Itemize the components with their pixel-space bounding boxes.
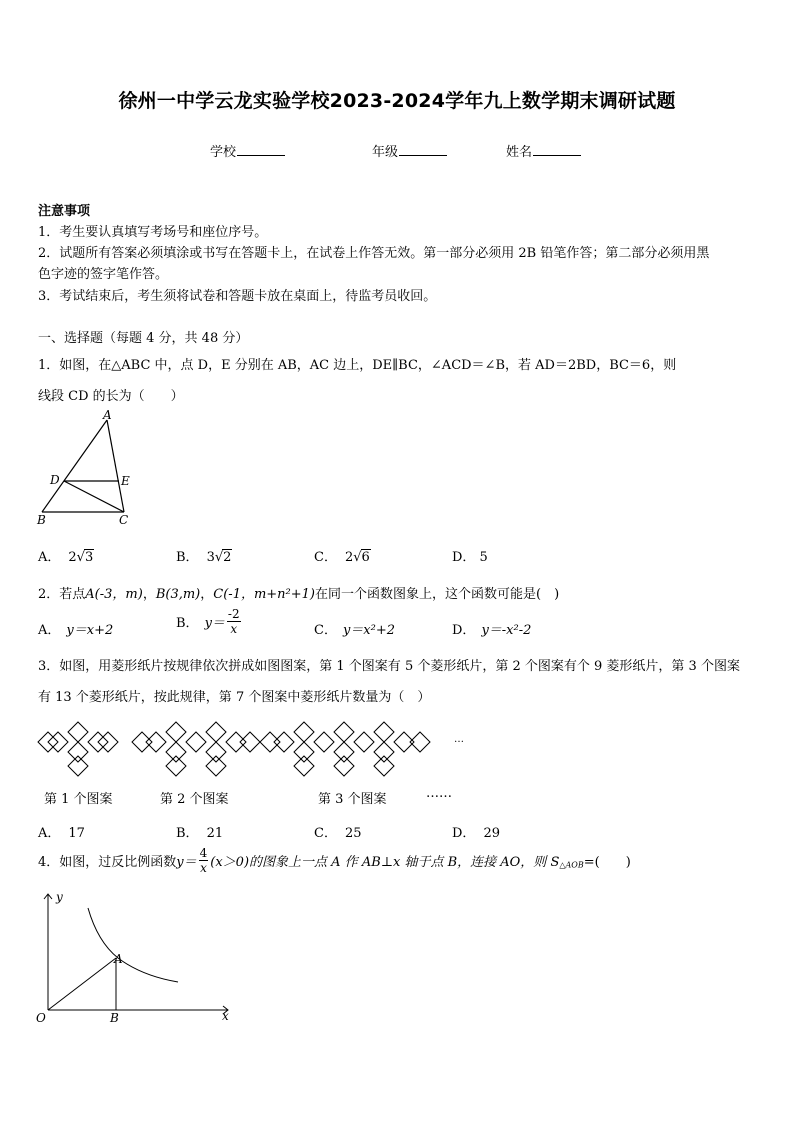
q3-text-line1: 3．如图，用菱形纸片按规律依次拼成如图图案，第 1 个图案有 5 个菱形纸片，第 2 个图案有个 9 菱形纸片，第 3 个图案 bbox=[38, 659, 740, 674]
rhombus bbox=[166, 756, 186, 776]
rhombus bbox=[186, 732, 206, 752]
q3-option-a[interactable]: A． 17 bbox=[38, 826, 85, 841]
q2-fraction: $\frac{-2}{x}$ bbox=[227, 607, 240, 636]
caption-pattern-3: 第 3 个图案 bbox=[318, 792, 387, 807]
school-label: 学校 bbox=[210, 145, 237, 160]
label-c: C bbox=[119, 513, 129, 527]
school-field[interactable] bbox=[210, 141, 285, 160]
label-b: B bbox=[110, 1011, 119, 1025]
name-field[interactable] bbox=[506, 141, 581, 160]
rhombus bbox=[206, 722, 226, 742]
rhombus bbox=[314, 732, 334, 752]
rhombus bbox=[294, 742, 314, 762]
caption-pattern-1: 第 1 个图案 bbox=[44, 792, 113, 807]
q2-option-c[interactable]: C． y＝x²+2 bbox=[314, 623, 396, 638]
notice-item-2-cont: 色字迹的签字笔作答。 bbox=[38, 267, 169, 282]
q3-option-d[interactable]: D． 29 bbox=[452, 826, 500, 841]
rhombus bbox=[334, 722, 354, 742]
q1-text-line2: 线段 CD 的长为（ ） bbox=[38, 389, 184, 404]
notice-heading: 注意事项 bbox=[38, 204, 91, 219]
caption-ellipsis: …… bbox=[426, 786, 452, 801]
rhombus bbox=[146, 732, 166, 752]
q1-option-a[interactable]: A． 2√3 bbox=[38, 550, 94, 565]
q4-fraction: $\frac{4}{x}$ bbox=[199, 846, 208, 875]
label-a: A bbox=[114, 952, 123, 966]
rhombus bbox=[334, 742, 354, 762]
hyperbola-curve bbox=[88, 908, 178, 982]
rhombus bbox=[132, 732, 152, 752]
rhombus bbox=[394, 732, 414, 752]
rhombus bbox=[260, 732, 280, 752]
rhombus bbox=[68, 742, 88, 762]
q3-option-c[interactable]: C． 25 bbox=[314, 826, 362, 841]
rhombus bbox=[274, 732, 294, 752]
rhombus bbox=[294, 756, 314, 776]
rhombus bbox=[166, 722, 186, 742]
grade-blank[interactable] bbox=[399, 143, 447, 156]
q1-option-d[interactable]: D． 5 bbox=[452, 550, 488, 565]
q4-text: 4．如图，过反比例函数y＝ $\frac{4}{x}$ (x＞0)的图象上一点 A 作 AB⊥x 轴于点 B，连接 AO，则 $S_{\triangle AOB}=$( ) bbox=[38, 846, 631, 875]
q2-text: 2．若点A(-3，m)，B(3,m)，C(-1，m+n²+1)在同一个函数图象上，这个函数可能是( ) bbox=[38, 587, 560, 602]
rhombus bbox=[374, 722, 394, 742]
q1-text-line1: 1．如图，在△ABC 中，点 D，E 分别在 AB，AC 边上，DE∥BC，∠ACD＝∠B，若 AD＝2BD，BC＝6，则 bbox=[38, 358, 677, 373]
rhombus bbox=[240, 732, 260, 752]
q4-function-graph bbox=[30, 888, 240, 1028]
q2-option-d[interactable]: D． y＝-x²-2 bbox=[452, 623, 532, 638]
q2-option-a[interactable]: A． y＝x+2 bbox=[38, 623, 114, 638]
notice-item-1: 1．考生要认真填写考场号和座位序号。 bbox=[38, 225, 268, 240]
label-e: E bbox=[121, 474, 130, 488]
rhombus bbox=[226, 732, 246, 752]
label-a: A bbox=[103, 408, 112, 422]
caption-pattern-2: 第 2 个图案 bbox=[160, 792, 229, 807]
rhombus bbox=[206, 756, 226, 776]
school-blank[interactable] bbox=[237, 143, 285, 156]
rhombus bbox=[294, 722, 314, 742]
rhombus bbox=[354, 732, 374, 752]
segment-ao bbox=[48, 958, 116, 1010]
rhombus bbox=[410, 732, 430, 752]
rhombus bbox=[374, 742, 394, 762]
rhombus bbox=[68, 722, 88, 742]
label-o: O bbox=[36, 1011, 46, 1025]
label-b: B bbox=[37, 513, 46, 527]
rhombus bbox=[206, 742, 226, 762]
rhombus bbox=[166, 742, 186, 762]
rhombus bbox=[68, 756, 88, 776]
q1-option-b[interactable]: B． 3√2 bbox=[176, 550, 232, 565]
q3-option-b[interactable]: B． 21 bbox=[176, 826, 224, 841]
rhombus bbox=[374, 756, 394, 776]
label-d: D bbox=[50, 473, 60, 487]
q1-option-c[interactable]: C． 2√6 bbox=[314, 550, 370, 565]
name-blank[interactable] bbox=[533, 143, 581, 156]
q3-rhombus-patterns bbox=[36, 714, 476, 778]
rhombus bbox=[334, 756, 354, 776]
label-y: y bbox=[56, 890, 63, 904]
section-heading: 一、选择题（每题 4 分，共 48 分） bbox=[38, 331, 249, 346]
q3-text-line2: 有 13 个菱形纸片，按此规律，第 7 个图案中菱形纸片数量为（ ） bbox=[38, 690, 431, 705]
grade-label: 年级 bbox=[372, 145, 399, 160]
q2-option-b[interactable]: B． y＝ $\frac{-2}{x}$ bbox=[176, 607, 240, 636]
label-x: x bbox=[222, 1009, 229, 1023]
q1-triangle-figure bbox=[30, 408, 140, 530]
notice-item-3: 3．考试结束后，考生须将试卷和答题卡放在桌面上，待监考员收回。 bbox=[38, 289, 437, 304]
exam-title: 徐州一中学云龙实验学校2023-2024学年九上数学期末调研试题 bbox=[118, 90, 676, 112]
side-ac bbox=[107, 420, 124, 512]
segment-cd bbox=[64, 481, 124, 512]
pattern-ellipsis: … bbox=[454, 734, 464, 745]
notice-item-2: 2．试题所有答案必须填涂或书写在答题卡上，在试卷上作答无效。第一部分必须用 2B 铅笔作答；第二部分必须用黑 bbox=[38, 246, 710, 261]
grade-field[interactable] bbox=[372, 141, 447, 160]
name-label: 姓名 bbox=[506, 145, 533, 160]
